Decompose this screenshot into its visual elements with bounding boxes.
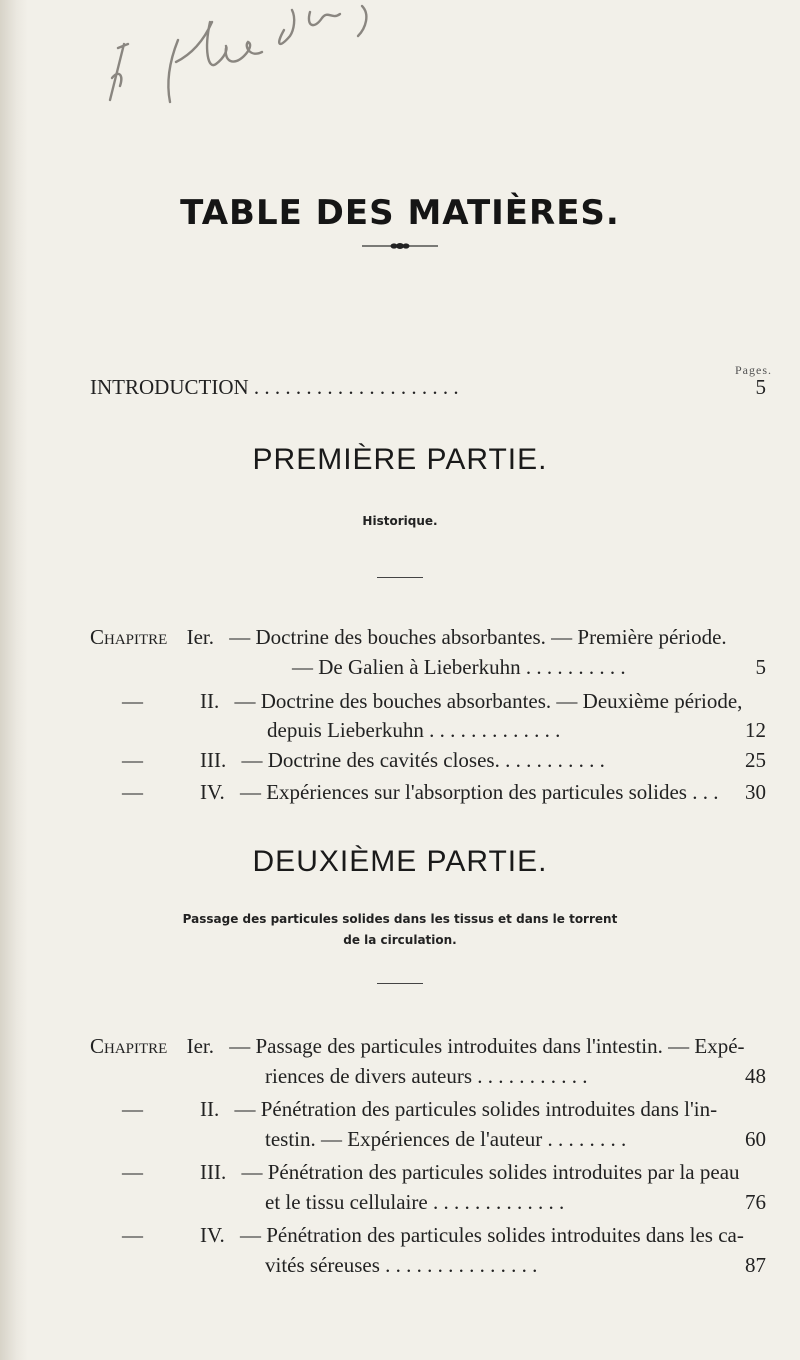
chapter-number: Ier. (186, 1034, 214, 1058)
ditto-dash: — (122, 748, 143, 772)
chapter-title: — Expériences sur l'absorption des particules solides . . . (239, 780, 719, 804)
part2-entry-2-page: 60 (745, 1127, 766, 1151)
part1-entry-1-page: 5 (755, 655, 766, 679)
part1-entry-1-continued: — De Galien à Lieberkuhn . . . . . . . . . . (292, 655, 626, 679)
part1-entry-2-page: 12 (745, 718, 766, 742)
ditto-dash: — (122, 689, 143, 713)
chapter-number: II. (200, 689, 220, 713)
part2-entry-1-continued: riences de divers auteurs . . . . . . . . . . . (265, 1064, 588, 1088)
chapter-number: Ier. (186, 625, 214, 649)
toc-introduction (90, 375, 459, 400)
part2-entry-1-page: 48 (745, 1064, 766, 1088)
part2-entry-4 (200, 1223, 744, 1248)
part2-subtitle-line2: de la circulation. (343, 933, 457, 947)
chapter-title: — Passage des particules introduites dans l'intestin. — Expé- (229, 1034, 745, 1058)
part2-rule (377, 983, 423, 984)
part2-entry-1 (90, 1034, 745, 1059)
ditto-dash: — (122, 780, 143, 804)
chapter-number: IV. (200, 1223, 225, 1247)
pages-column-label: Pages. (735, 363, 772, 377)
ditto-dash: — (122, 1097, 143, 1121)
chapter-title: — Pénétration des particules solides introduites dans les ca- (239, 1223, 744, 1247)
handwritten-signature (100, 0, 520, 110)
chapter-number: IV. (200, 780, 225, 804)
introduction-leader: . . . . . . . . . . . . . . . . . . . . (253, 375, 459, 399)
part2-entry-3-continued: et le tissu cellulaire . . . . . . . . . . . . . (265, 1190, 565, 1214)
part1-entry-2 (200, 689, 742, 714)
chapter-number: III. (200, 748, 227, 772)
part1-entry-4-page: 30 (745, 780, 766, 804)
part1-subtitle: Historique. (362, 514, 438, 528)
chapter-title: — Pénétration des particules solides introduites par la peau (241, 1160, 740, 1184)
chapter-title: — Doctrine des bouches absorbantes. — Deuxième période, (234, 689, 743, 713)
part1-heading: PREMIÈRE PARTIE. (252, 443, 548, 476)
part1-entry-3 (200, 748, 605, 773)
part2-entry-3 (200, 1160, 740, 1185)
chapter-title: — Pénétration des particules solides introduites dans l'in- (234, 1097, 718, 1121)
chapter-title: — Doctrine des bouches absorbantes. — Première période. (229, 625, 727, 649)
part1-rule (377, 577, 423, 578)
introduction-page: 5 (755, 375, 766, 399)
chapter-title: — Doctrine des cavités closes. . . . . . . . . . . (241, 748, 605, 772)
chapter-number: II. (200, 1097, 220, 1121)
part2-heading: DEUXIÈME PARTIE. (252, 845, 548, 878)
part1-entry-2-continued: depuis Lieberkuhn . . . . . . . . . . . . . (267, 718, 561, 742)
chapter-number: III. (200, 1160, 227, 1184)
part2-entry-4-continued: vités séreuses . . . . . . . . . . . . . . . (265, 1253, 538, 1277)
ditto-dash: — (122, 1160, 143, 1184)
page-title: TABLE DES MATIÈRES. (180, 193, 620, 233)
part1-entry-4 (200, 780, 718, 805)
part2-entry-2-continued: testin. — Expériences de l'auteur . . . . . . . . (265, 1127, 627, 1151)
introduction-label: INTRODUCTION (90, 375, 249, 399)
chapter-word: Chapitre (90, 625, 168, 649)
part1-entry-1 (90, 625, 727, 650)
title-ornament (360, 240, 440, 252)
ditto-dash: — (122, 1223, 143, 1247)
part1-entry-3-page: 25 (745, 748, 766, 772)
chapter-word: Chapitre (90, 1034, 168, 1058)
part2-entry-2 (200, 1097, 717, 1122)
part2-subtitle-line1: Passage des particules solides dans les tissus et dans le torrent (182, 912, 618, 926)
part2-entry-4-page: 87 (745, 1253, 766, 1277)
part2-entry-3-page: 76 (745, 1190, 766, 1214)
